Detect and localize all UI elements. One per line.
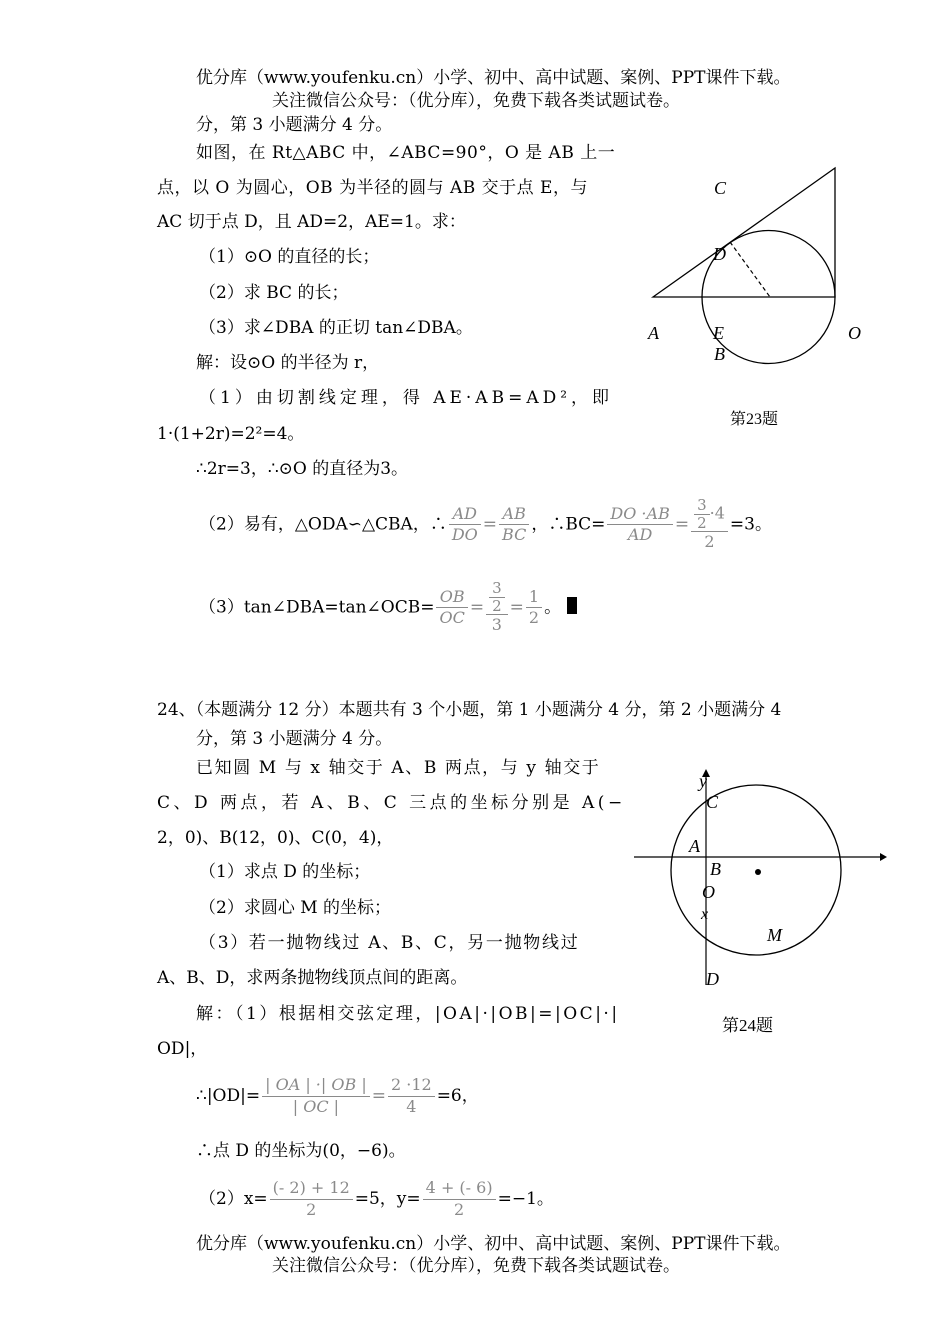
label-a: A (648, 323, 659, 343)
q24-sol2-lead: （2）x= (199, 1188, 268, 1209)
q24-part-3-cont: A、B、D，求两条抛物线顶点间的距离。 (157, 968, 468, 988)
label-a: A (689, 836, 700, 856)
denominator: 2 (528, 608, 540, 628)
q24-solution-1a: 解：（1）根据相交弦定理，|OA|·|OB|=|OC|·| (196, 1004, 620, 1024)
q23-sol2-end: =3。 (729, 514, 772, 535)
label-d: D (713, 244, 726, 264)
figure-23 (630, 160, 880, 370)
denominator: 2 (492, 596, 502, 615)
q23-sol3-lead: （3）tan∠DBA=tan∠OCB= (199, 597, 435, 618)
header-line-1: 优分库（www.youfenku.cn）小学、初中、高中试题、案例、PPT课件下载。 (196, 68, 791, 88)
q23-sol2-lead: （2）易有，△ODA∽△CBA，∴ (199, 514, 447, 535)
q24-heading: 24、（本题满分 12 分）本题共有 3 个小题，第 1 小题满分 4 分，第 2 小题满分 4 (157, 700, 782, 720)
figure-23-caption: 第23题 (730, 411, 779, 428)
denominator: 2 (454, 1199, 465, 1219)
times-four: ·4 (709, 503, 725, 523)
numerator: 3 (694, 497, 710, 515)
label-x: x (701, 906, 709, 923)
q24-sol1c-end: =6， (436, 1085, 479, 1106)
equals-sign: = (482, 514, 498, 535)
fraction-three-halves-over-3 (486, 580, 508, 636)
denominator: 4 (406, 1096, 417, 1116)
q23-stem-line-2: 点，以 O 为圆心，OB 为半径的圆与 AB 交于点 E，与 (157, 178, 588, 198)
center-point-m (755, 869, 761, 875)
numerator: DO ·AB (607, 504, 672, 526)
fraction-oaob-oc (262, 1075, 370, 1118)
q24-sol2-mid: =5，y= (354, 1188, 421, 1209)
triangle-abc (653, 168, 835, 297)
denominator: AD (627, 525, 653, 545)
denominator: BC (502, 525, 527, 545)
fraction-doab-ad (607, 504, 672, 547)
denominator: 2 (704, 532, 715, 551)
numerator: 3 (489, 580, 505, 598)
fraction-three-halves (694, 497, 710, 531)
numerator: AB (499, 504, 529, 526)
label-d: D (706, 969, 719, 989)
numerator (486, 580, 508, 615)
fraction-three-halves (489, 580, 505, 614)
fraction-ob-oc (436, 587, 467, 630)
numerator: | OA | ·| OB | (262, 1075, 370, 1097)
q24-stem-line-1: 已知圆 M 与 x 轴交于 A、B 两点，与 y 轴交于 (196, 758, 601, 778)
q24-sol2-end: =−1。 (497, 1188, 554, 1209)
denominator: 3 (491, 615, 502, 634)
equals-sign: = (371, 1085, 386, 1106)
q24-stem-line-2: C、D 两点，若 A、B、C 三点的坐标分别是 A(− (157, 793, 626, 813)
q24-solution-1d: ∴点 D 的坐标为(0，−6)。 (196, 1141, 406, 1161)
x-axis-arrow (880, 853, 887, 861)
numerator (691, 497, 728, 532)
label-c: C (714, 178, 727, 198)
header-line-2: 关注微信公众号：（优分库），免费下载各类试题试卷。 (272, 91, 680, 111)
footer-line-2: 关注微信公众号：（优分库），免费下载各类试题试卷。 (272, 1256, 680, 1276)
denominator: OC (439, 608, 465, 628)
label-b: B (710, 859, 721, 879)
q24-part-3: （3）若一抛物线过 A、B、C，另一抛物线过 (199, 933, 580, 953)
label-o: O (848, 323, 861, 343)
numerator: AD (449, 504, 481, 526)
label-e: E (713, 323, 724, 343)
fraction-2x12-over-4 (388, 1075, 435, 1118)
q23-part-3: （3）求∠DBA 的正切 tan∠DBA。 (199, 318, 473, 338)
equals-sign: = (469, 597, 485, 618)
denominator: 2 (697, 513, 707, 532)
denominator: 2 (306, 1199, 317, 1219)
label-b: B (714, 344, 725, 364)
q23-solution-1b: 1·(1+2r)=2²=4。 (157, 424, 305, 444)
numerator: 2 ·12 (388, 1075, 435, 1097)
q23-sol2-mid: ，∴BC= (531, 514, 606, 535)
q24-part-1: （1）求点 D 的坐标； (199, 862, 371, 882)
q23-part-1: （1）⊙O 的直径的长； (199, 247, 380, 267)
label-m: M (767, 925, 782, 945)
q23-stem-line-3: AC 切于点 D，且 AD=2，AE=1。求： (157, 212, 466, 232)
q23-solution-1a: （1）由切割线定理，得 AE·AB=AD²，即 (199, 388, 614, 408)
segment-db (730, 242, 770, 297)
fraction-one-half (526, 587, 542, 630)
q23-solution-1c: ∴2r=3，∴⊙O 的直径为3。 (196, 459, 409, 479)
denominator: | OC | (292, 1096, 340, 1116)
q23-solution-3 (199, 580, 577, 636)
q23-sol3-end: 。 (544, 597, 562, 618)
numerator: OB (436, 587, 467, 609)
fraction-y-center (423, 1178, 496, 1221)
numerator: 1 (526, 587, 542, 609)
equals-sign: = (509, 597, 524, 618)
q24-part-2: （2）求圆心 M 的坐标； (199, 898, 392, 918)
fraction-ad-do (449, 504, 481, 547)
equals-sign: = (674, 514, 690, 535)
figure-24 (630, 765, 890, 995)
q24-solution-1b: OD|， (157, 1039, 208, 1059)
label-c: C (706, 792, 719, 812)
footer-line-1: 优分库（www.youfenku.cn）小学、初中、高中试题、案例、PPT课件下载。 (196, 1234, 791, 1254)
q23-continuation: 分，第 3 小题满分 4 分。 (196, 115, 393, 135)
figure-24-caption: 第24题 (722, 1016, 773, 1035)
denominator: DO (451, 525, 478, 545)
fraction-ab-bc (499, 504, 529, 547)
q23-stem-line-1: 如图，在 Rt△ABC 中，∠ABC=90°，O 是 AB 上一 (196, 143, 616, 163)
q23-solution-intro: 解：设⊙O 的半径为 r， (196, 353, 380, 373)
q24-stem-line-3: 2，0)、B(12，0)、C(0，4)， (157, 828, 394, 848)
label-o: O (702, 882, 715, 902)
q24-solution-2 (199, 1178, 554, 1221)
q24-solution-1c (196, 1075, 479, 1118)
end-of-proof-mark (567, 597, 577, 614)
fraction-x-center (270, 1178, 353, 1221)
numerator: (- 2) + 12 (270, 1178, 353, 1200)
numerator: 4 + (- 6) (423, 1178, 496, 1200)
q23-solution-2 (199, 497, 772, 553)
q23-part-2: （2）求 BC 的长； (199, 283, 349, 303)
q24-continuation: 分，第 3 小题满分 4 分。 (196, 729, 393, 749)
fraction-three-halves-times-4-over-2 (691, 497, 728, 553)
q24-sol1c-lead: ∴|OD|= (196, 1085, 261, 1106)
label-y: y (699, 771, 707, 791)
